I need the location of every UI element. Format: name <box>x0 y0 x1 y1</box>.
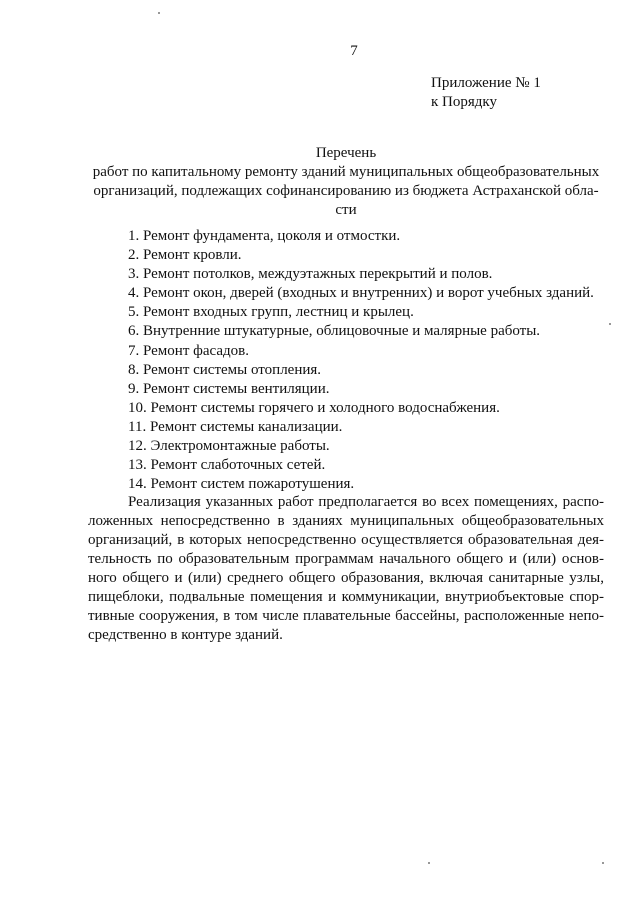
body-paragraph: Реализация указанных работ предполагается во всех помещениях, распо-ложенных непосредственно в зданиях муниципальных общеобразовательных организаций, в которых непосредственно осуществляется образовательная дея-тельность по образовательным программам начального общего и (или) основ-ного общего и (или) среднего общего образования, включая санитарные узлы, пищеблоки, подвальные помещения и коммуникации, внутриобъектовые спор-тивные сооружения, в том числе плавательные бассейны, расположенные непо-средственно в контуре зданий. <box>88 494 604 643</box>
works-list <box>128 227 594 494</box>
works-list-item: 8. Ремонт системы отопления. <box>128 361 322 378</box>
works-list-item: 13. Ремонт слаботочных сетей. <box>128 457 326 474</box>
works-list-item: 5. Ремонт входных групп, лестниц и крылец. <box>128 304 414 321</box>
scan-speck <box>602 862 604 864</box>
works-list-item: 14. Ремонт систем пожаротушения. <box>128 476 355 493</box>
works-list-item: 3. Ремонт потолков, междуэтажных перекрытий и полов. <box>128 266 493 283</box>
works-list-item: 10. Ремонт системы горячего и холодного водоснабжения. <box>128 399 500 416</box>
appendix-line-1: Приложение № 1 <box>431 75 541 91</box>
works-list-item: 6. Внутренние штукатурные, облицовочные и малярные работы. <box>128 323 541 340</box>
title-heading: Перечень <box>315 145 377 161</box>
appendix-header <box>431 74 541 112</box>
works-list-item: 2. Ремонт кровли. <box>128 247 242 264</box>
scan-speck <box>158 12 160 14</box>
works-list-item: 12. Электромонтажные работы. <box>128 438 330 455</box>
works-list-item: 4. Ремонт окон, дверей (входных и внутренних) и ворот учебных зданий. <box>128 285 594 302</box>
appendix-line-2: к Порядку <box>431 94 497 110</box>
works-list-item: 9. Ремонт системы вентиляции. <box>128 380 330 397</box>
document-title <box>88 144 604 220</box>
works-list-item: 7. Ремонт фасадов. <box>128 342 249 359</box>
works-list-item: 11. Ремонт системы канализации. <box>128 418 343 435</box>
scan-speck <box>609 323 611 325</box>
works-list-item: 1. Ремонт фундамента, цоколя и отмостки. <box>128 228 401 244</box>
title-description: работ по капитальному ремонту зданий муниципальных общеобразовательных организаций, подлежащих софинансированию из бюджета Астраханской обла-сти <box>92 164 600 218</box>
page-number: 7 <box>350 43 358 59</box>
scan-speck <box>428 862 430 864</box>
